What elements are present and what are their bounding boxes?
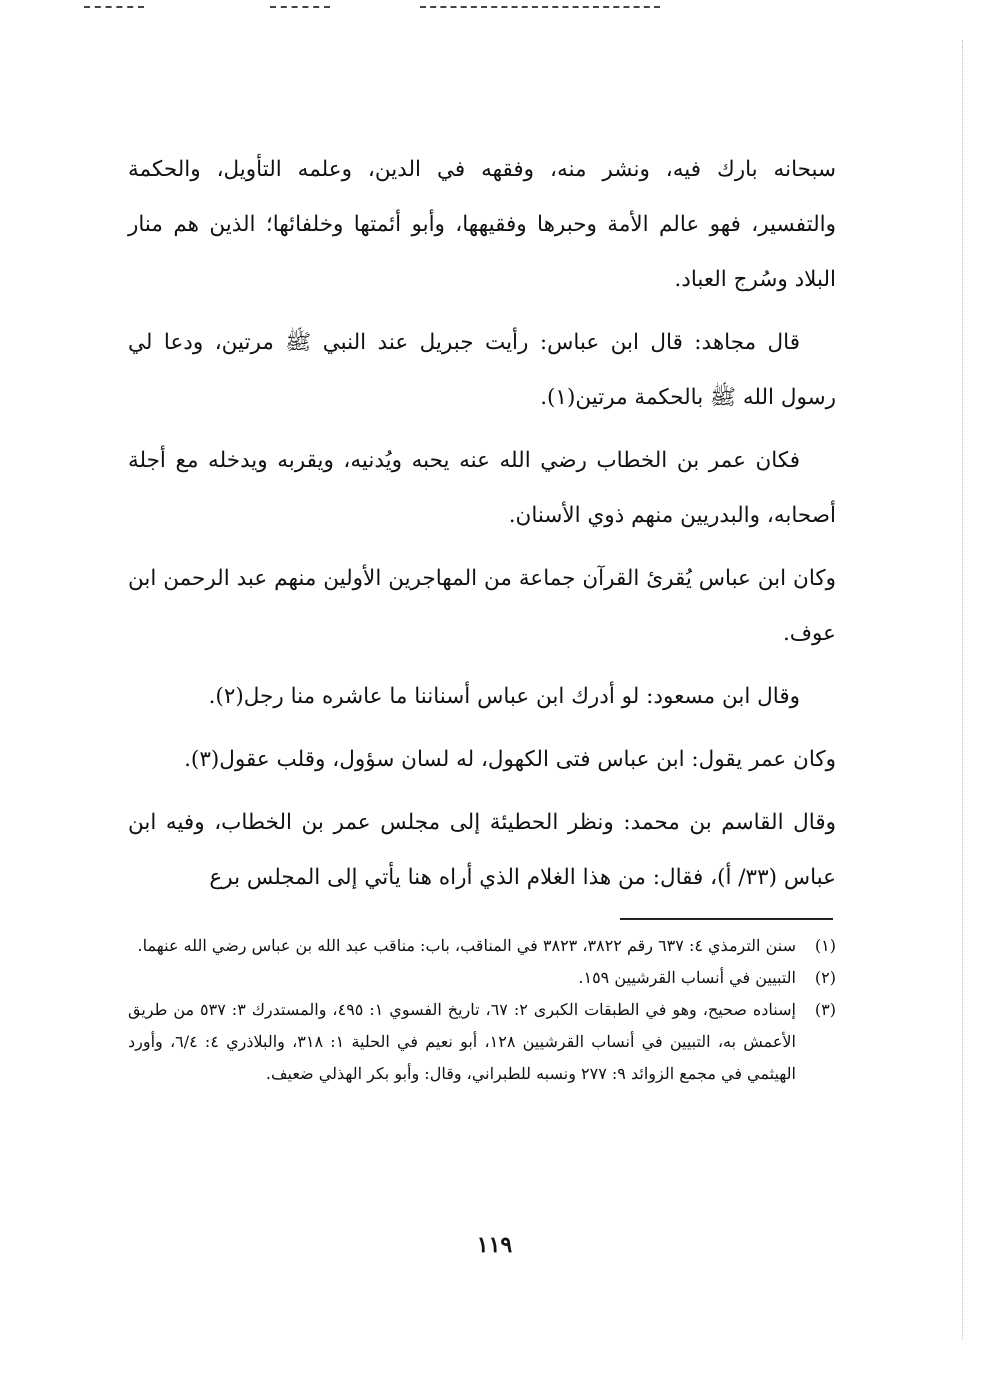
paragraph-5: وقال ابن مسعود: لو أدرك ابن عباس أسناننا ما عاشره منا رجل(٢). (208, 684, 800, 709)
footnote-text: سنن الترمذي ٤: ٦٣٧ رقم ٣٨٢٢، ٣٨٢٣ في المناقب، باب: مناقب عبد الله بن عباس رضي الله عنهما. (137, 936, 796, 955)
top-border-left (84, 6, 144, 8)
paragraph-7: وقال القاسم بن محمد: ونظر الحطيئة إلى مجلس عمر بن الخطاب، وفيه ابن عباس (٣٣/ أ)، فقال: من هذا الغلام الذي أراه هنا يأتي إلى المجلس برع (128, 810, 836, 890)
footnote-1 (128, 930, 836, 962)
page-number: ١١٩ (476, 1232, 513, 1258)
footnote-text: إسناده صحيح، وهو في الطبقات الكبرى ٢: ٦٧، تاريخ الفسوي ١: ٤٩٥، والمستدرك ٣: ٥٣٧ من طريق الأعمش به، التبيين في أنساب القرشيين ١٢٨، أبو نعيم في الحلية ١: ٣١٨، والبلاذري ٤: ٦/٤، وأورد الهيثمي في مجمع الزوائد ٩: ٢٧٧ ونسبه للطبراني، وقال: وأبو بكر الهذلي ضعيف. (128, 1000, 796, 1083)
top-border-mid (270, 6, 330, 8)
footnotes (128, 930, 836, 1090)
footnote-number: (٣) (814, 1000, 836, 1019)
page-edge (962, 40, 963, 1340)
top-border-right (420, 6, 660, 8)
footnote-number: (٢) (814, 968, 836, 987)
main-text (128, 142, 836, 913)
footnote-2 (128, 962, 836, 994)
paragraph-3: فكان عمر بن الخطاب رضي الله عنه يحبه ويُدنيه، ويقربه ويدخله مع أجلة أصحابه، والبدريين منهم ذوي الأسنان. (128, 448, 836, 528)
paragraph-4: وكان ابن عباس يُقرئ القرآن جماعة من المهاجرين الأولين منهم عبد الرحمن ابن عوف. (128, 566, 836, 646)
paragraph-1: سبحانه بارك فيه، ونشر منه، وفقهه في الدين، وعلمه التأويل، والحكمة والتفسير، فهو عالم الأمة وحبرها وفقيهها، وأبو أئمتها وخلفائها؛ الذين هم منار البلاد وسُرج العباد. (128, 157, 836, 292)
paragraph-6: وكان عمر يقول: ابن عباس فتى الكهول، له لسان سؤول، وقلب عقول(٣). (184, 747, 836, 772)
footnote-text: التبيين في أنساب القرشيين ١٥٩. (578, 968, 796, 987)
footnote-3 (128, 994, 836, 1090)
paragraph-2: قال مجاهد: قال ابن عباس: رأيت جبريل عند النبي ﷺ مرتين، ودعا لي رسول الله ﷺ بالحكمة مرتين(١). (128, 330, 836, 410)
footnote-number: (١) (814, 936, 836, 955)
footnote-separator (620, 918, 833, 920)
